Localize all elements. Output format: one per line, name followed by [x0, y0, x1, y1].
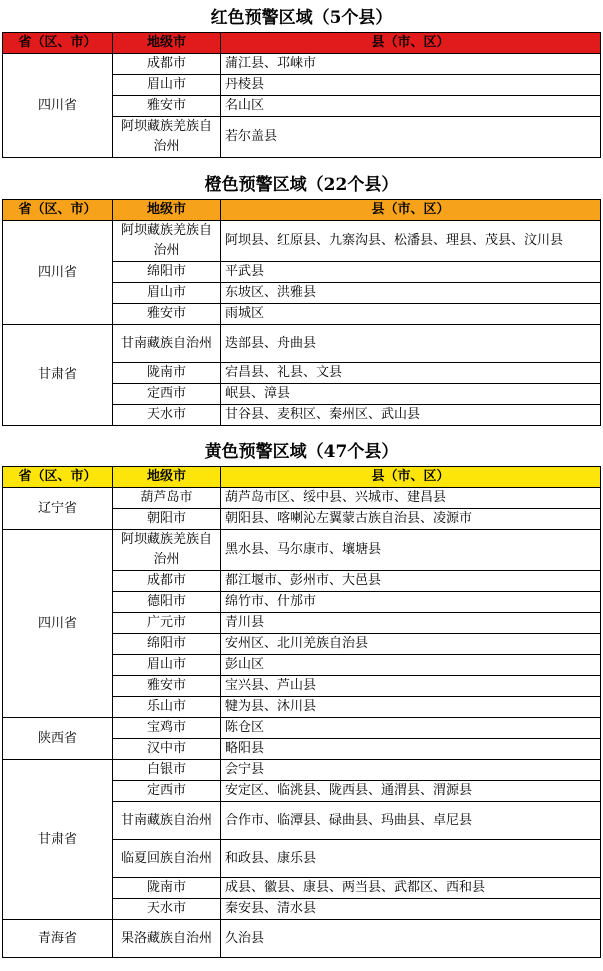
county-cell: 合作市、临潭县、碌曲县、玛曲县、卓尼县 [221, 802, 601, 840]
city-cell: 乐山市 [113, 697, 221, 718]
county-cell: 丹棱县 [221, 75, 601, 96]
city-cell: 眉山市 [113, 75, 221, 96]
county-cell: 岷县、漳县 [221, 384, 601, 405]
city-cell: 定西市 [113, 781, 221, 802]
header-county: 县（市、区） [221, 33, 601, 54]
city-cell: 陇南市 [113, 878, 221, 899]
province-cell: 四川省 [3, 54, 113, 158]
table-row [3, 54, 601, 75]
county-cell: 雨城区 [221, 304, 601, 325]
city-cell: 阿坝藏族羌族自治州 [113, 530, 221, 571]
county-cell: 彭山区 [221, 655, 601, 676]
city-cell: 朝阳市 [113, 509, 221, 530]
province-cell: 甘肃省 [3, 760, 113, 920]
header-city: 地级市 [113, 467, 221, 488]
city-cell: 绵阳市 [113, 262, 221, 283]
county-cell: 宝兴县、芦山县 [221, 676, 601, 697]
province-cell: 四川省 [3, 221, 113, 325]
header-county: 县（市、区） [221, 200, 601, 221]
province-cell: 辽宁省 [3, 488, 113, 530]
county-cell: 宕昌县、礼县、文县 [221, 363, 601, 384]
warning-table [2, 32, 601, 158]
city-cell: 甘南藏族自治州 [113, 802, 221, 840]
city-cell: 成都市 [113, 571, 221, 592]
county-cell: 和政县、康乐县 [221, 840, 601, 878]
city-cell: 成都市 [113, 54, 221, 75]
county-cell: 安定区、临洮县、陇西县、通渭县、渭源县 [221, 781, 601, 802]
warning-table [2, 466, 601, 958]
county-cell: 朝阳县、喀喇沁左翼蒙古族自治县、凌源市 [221, 509, 601, 530]
city-cell: 德阳市 [113, 592, 221, 613]
table-row [3, 760, 601, 781]
county-cell: 秦安县、清水县 [221, 899, 601, 920]
section-title: 红色预警区域（5个县） [210, 8, 393, 28]
province-cell: 甘肃省 [3, 325, 113, 426]
county-cell: 都江堰市、彭州市、大邑县 [221, 571, 601, 592]
county-cell: 青川县 [221, 613, 601, 634]
county-cell: 阿坝县、红原县、九寨沟县、松潘县、理县、茂县、汶川县 [221, 221, 601, 262]
city-cell: 定西市 [113, 384, 221, 405]
header-province: 省（区、市） [3, 467, 113, 488]
city-cell: 天水市 [113, 405, 221, 426]
table-row [3, 488, 601, 509]
county-cell: 安州区、北川羌族自治县 [221, 634, 601, 655]
city-cell: 甘南藏族自治州 [113, 325, 221, 363]
city-cell: 阿坝藏族羌族自治州 [113, 117, 221, 158]
warning-section [0, 175, 603, 426]
header-county: 县（市、区） [221, 467, 601, 488]
county-cell: 成县、徽县、康县、两当县、武都区、西和县 [221, 878, 601, 899]
county-cell: 略阳县 [221, 739, 601, 760]
county-cell: 久治县 [221, 920, 601, 958]
table-row [3, 530, 601, 571]
header-province: 省（区、市） [3, 200, 113, 221]
city-cell: 临夏回族自治州 [113, 840, 221, 878]
city-cell: 眉山市 [113, 655, 221, 676]
city-cell: 宝鸡市 [113, 718, 221, 739]
city-cell: 绵阳市 [113, 634, 221, 655]
city-cell: 果洛藏族自治州 [113, 920, 221, 958]
table-row [3, 325, 601, 363]
table-row [3, 221, 601, 262]
warning-section [0, 8, 603, 158]
city-cell: 眉山市 [113, 283, 221, 304]
table-row [3, 920, 601, 958]
city-cell: 阿坝藏族羌族自治州 [113, 221, 221, 262]
county-cell: 陈仓区 [221, 718, 601, 739]
warning-table [2, 199, 601, 426]
city-cell: 雅安市 [113, 96, 221, 117]
county-cell: 东坡区、洪雅县 [221, 283, 601, 304]
table-row [3, 718, 601, 739]
header-province: 省（区、市） [3, 33, 113, 54]
county-cell: 甘谷县、麦积区、秦州区、武山县 [221, 405, 601, 426]
province-cell: 陕西省 [3, 718, 113, 760]
city-cell: 广元市 [113, 613, 221, 634]
city-cell: 陇南市 [113, 363, 221, 384]
city-cell: 汉中市 [113, 739, 221, 760]
city-cell: 天水市 [113, 899, 221, 920]
header-city: 地级市 [113, 33, 221, 54]
county-cell: 迭部县、舟曲县 [221, 325, 601, 363]
header-row [3, 200, 601, 221]
city-cell: 雅安市 [113, 676, 221, 697]
city-cell: 葫芦岛市 [113, 488, 221, 509]
city-cell: 白银市 [113, 760, 221, 781]
warning-section [0, 442, 603, 958]
header-row [3, 33, 601, 54]
section-title: 黄色预警区域（47个县） [204, 442, 399, 462]
province-cell: 四川省 [3, 530, 113, 718]
county-cell: 葫芦岛市区、绥中县、兴城市、建昌县 [221, 488, 601, 509]
city-cell: 雅安市 [113, 304, 221, 325]
county-cell: 若尔盖县 [221, 117, 601, 158]
section-title: 橙色预警区域（22个县） [204, 175, 399, 195]
county-cell: 绵竹市、什邡市 [221, 592, 601, 613]
province-cell: 青海省 [3, 920, 113, 958]
header-row [3, 467, 601, 488]
county-cell: 名山区 [221, 96, 601, 117]
header-city: 地级市 [113, 200, 221, 221]
county-cell: 蒲江县、邛崃市 [221, 54, 601, 75]
county-cell: 会宁县 [221, 760, 601, 781]
county-cell: 黑水县、马尔康市、壤塘县 [221, 530, 601, 571]
county-cell: 平武县 [221, 262, 601, 283]
county-cell: 犍为县、沐川县 [221, 697, 601, 718]
